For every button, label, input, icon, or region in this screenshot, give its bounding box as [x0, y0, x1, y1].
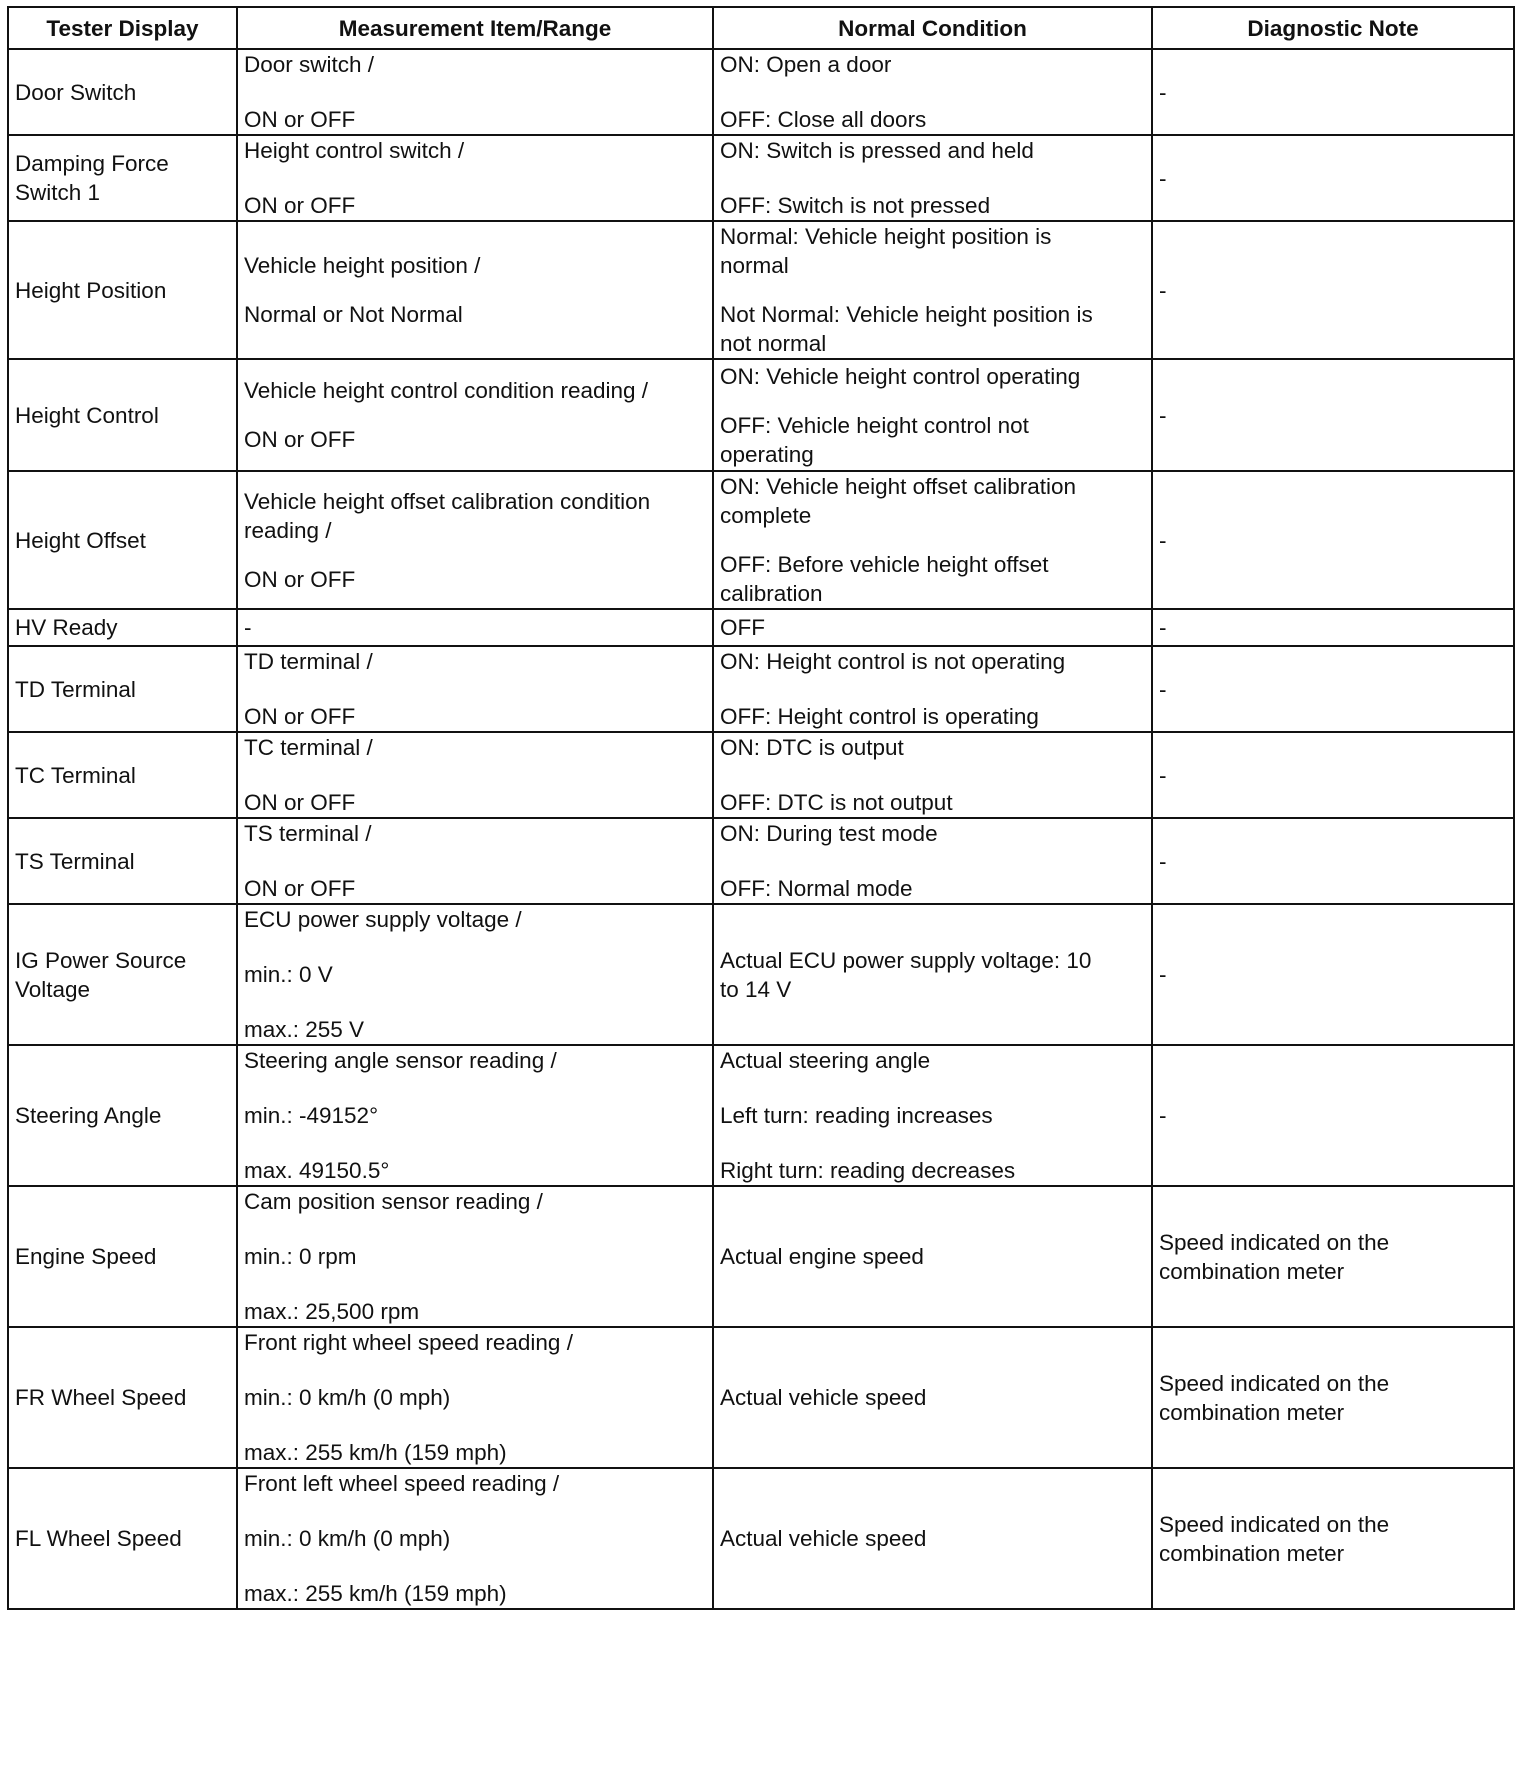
cell-text-line: ON or OFF	[244, 427, 356, 452]
table-row	[8, 732, 1514, 818]
cell-normal-condition	[713, 904, 1152, 1045]
cell-diagnostic-note	[1152, 1186, 1514, 1327]
data-list-table	[7, 6, 1515, 1610]
cell-text-line: Normal or Not Normal	[244, 302, 463, 327]
cell-diagnostic-note	[1152, 646, 1514, 732]
cell-text-line: max.: 255 km/h (159 mph)	[244, 1440, 507, 1465]
cell-text-line: -	[1159, 79, 1167, 105]
cell-text-line: ON: Switch is pressed and held	[720, 138, 1034, 163]
cell-measurement-item	[237, 221, 713, 359]
cell-text-line: Speed indicated on the	[1159, 1511, 1390, 1537]
paragraph-gap	[244, 1271, 706, 1297]
cell-text-line: ON: DTC is output	[720, 735, 904, 760]
cell-text-line: -	[1159, 962, 1167, 987]
cell-text-line: OFF: Vehicle height control not	[720, 412, 1029, 438]
cell-text-line: min.: -49152°	[244, 1103, 379, 1128]
cell-text-line: OFF: Switch is not pressed	[720, 193, 991, 218]
cell-text-line: OFF	[720, 615, 765, 640]
table-row	[8, 904, 1514, 1045]
cell-text-line: max. 49150.5°	[244, 1158, 390, 1183]
paragraph-gap	[720, 280, 1145, 300]
cell-text-line: Left turn: reading increases	[720, 1103, 993, 1128]
table-row	[8, 1327, 1514, 1468]
paragraph-gap	[720, 391, 1145, 411]
cell-measurement-item	[237, 359, 713, 471]
cell-tester-display	[8, 471, 237, 609]
paragraph-gap	[244, 934, 706, 960]
table-row	[8, 1468, 1514, 1609]
cell-text-line: ON: Vehicle height offset calibration	[720, 474, 1077, 499]
cell-normal-condition	[713, 1468, 1152, 1609]
cell-text-line: Door switch /	[244, 52, 375, 77]
cell-normal-condition	[713, 135, 1152, 221]
cell-diagnostic-note	[1152, 135, 1514, 221]
cell-text-line: Door Switch	[15, 79, 137, 105]
header-diagnostic-note: Diagnostic Note	[1152, 7, 1514, 49]
paragraph-gap	[244, 79, 706, 105]
paragraph-gap	[244, 280, 706, 300]
cell-text-line: operating	[720, 441, 814, 467]
cell-text-line: OFF: DTC is not output	[720, 790, 953, 815]
cell-text-line: max.: 25,500 rpm	[244, 1299, 420, 1324]
cell-diagnostic-note	[1152, 1327, 1514, 1468]
paragraph-gap	[244, 1130, 706, 1156]
paragraph-gap	[244, 1412, 706, 1438]
cell-text-line: ON or OFF	[244, 704, 356, 729]
cell-diagnostic-note	[1152, 49, 1514, 135]
cell-diagnostic-note	[1152, 818, 1514, 904]
cell-text-line: FL Wheel Speed	[15, 1526, 182, 1551]
cell-normal-condition	[713, 221, 1152, 359]
paragraph-gap	[244, 1075, 706, 1101]
cell-text-line: Normal: Vehicle height position is	[720, 224, 1052, 249]
cell-diagnostic-note	[1152, 609, 1514, 646]
table-row	[8, 221, 1514, 359]
cell-tester-display	[8, 818, 237, 904]
cell-diagnostic-note	[1152, 1045, 1514, 1186]
header-measurement-item: Measurement Item/Range	[237, 7, 713, 49]
cell-text-line: Height Control	[15, 402, 159, 428]
cell-text-line: Vehicle height offset calibration condition	[244, 488, 651, 514]
cell-diagnostic-note	[1152, 471, 1514, 609]
cell-measurement-item	[237, 1468, 713, 1609]
paragraph-gap	[720, 848, 1145, 874]
table-row	[8, 818, 1514, 904]
cell-text-line: -	[1159, 402, 1167, 428]
cell-text-line: OFF: Close all doors	[720, 107, 927, 132]
cell-text-line: -	[1159, 848, 1167, 874]
cell-measurement-item	[237, 1186, 713, 1327]
cell-text-line: calibration	[720, 581, 823, 606]
table-header-row	[8, 7, 1514, 49]
cell-normal-condition	[713, 1327, 1152, 1468]
table-row	[8, 1186, 1514, 1327]
header-tester-display: Tester Display	[8, 7, 237, 49]
cell-text-line: Height control switch /	[244, 138, 465, 163]
cell-text-line: max.: 255 km/h (159 mph)	[244, 1581, 507, 1606]
cell-normal-condition	[713, 646, 1152, 732]
paragraph-gap	[244, 165, 706, 191]
cell-text-line: -	[1159, 615, 1167, 640]
cell-text-line: Right turn: reading decreases	[720, 1158, 1016, 1183]
cell-text-line: Speed indicated on the	[1159, 1370, 1390, 1396]
cell-text-line: Speed indicated on the	[1159, 1229, 1390, 1255]
cell-text-line: Actual engine speed	[720, 1244, 924, 1269]
cell-text-line: ECU power supply voltage /	[244, 907, 522, 932]
cell-tester-display	[8, 1186, 237, 1327]
cell-text-line: Actual vehicle speed	[720, 1526, 927, 1551]
cell-normal-condition	[713, 609, 1152, 646]
cell-diagnostic-note	[1152, 732, 1514, 818]
table-row	[8, 359, 1514, 471]
cell-text-line: TS Terminal	[15, 848, 135, 874]
table-row	[8, 135, 1514, 221]
cell-text-line: Damping Force	[15, 151, 169, 176]
paragraph-gap	[720, 676, 1145, 702]
cell-tester-display	[8, 359, 237, 471]
cell-diagnostic-note	[1152, 904, 1514, 1045]
cell-text-line: -	[244, 615, 252, 640]
cell-text-line: ON or OFF	[244, 790, 356, 815]
paragraph-gap	[244, 545, 706, 565]
cell-measurement-item	[237, 49, 713, 135]
cell-text-line: TD terminal /	[244, 649, 373, 674]
cell-text-line: -	[1159, 527, 1167, 553]
cell-measurement-item	[237, 471, 713, 609]
table-row	[8, 609, 1514, 646]
cell-text-line: Actual steering angle	[720, 1048, 931, 1073]
cell-text-line: Actual ECU power supply voltage: 10	[720, 947, 1092, 973]
table-row	[8, 49, 1514, 135]
cell-normal-condition	[713, 471, 1152, 609]
cell-text-line: Steering angle sensor reading /	[244, 1048, 557, 1073]
cell-text-line: OFF: Normal mode	[720, 876, 913, 901]
paragraph-gap	[244, 762, 706, 788]
cell-text-line: -	[1159, 762, 1167, 788]
cell-text-line: IG Power Source	[15, 947, 187, 973]
cell-text-line: OFF: Before vehicle height offset	[720, 552, 1049, 577]
cell-measurement-item	[237, 904, 713, 1045]
cell-tester-display	[8, 1327, 237, 1468]
cell-text-line: HV Ready	[15, 615, 118, 640]
cell-tester-display	[8, 1468, 237, 1609]
paragraph-gap	[244, 1498, 706, 1524]
cell-text-line: -	[1159, 165, 1167, 191]
paragraph-gap	[720, 1075, 1145, 1101]
cell-text-line: min.: 0 km/h (0 mph)	[244, 1526, 451, 1551]
cell-text-line: TC Terminal	[15, 762, 136, 788]
cell-text-line: Not Normal: Vehicle height position is	[720, 302, 1093, 327]
cell-normal-condition	[713, 1186, 1152, 1327]
cell-normal-condition	[713, 359, 1152, 471]
paragraph-gap	[720, 1130, 1145, 1156]
cell-measurement-item	[237, 609, 713, 646]
paragraph-gap	[720, 530, 1145, 550]
cell-text-line: ON or OFF	[244, 566, 356, 592]
cell-diagnostic-note	[1152, 359, 1514, 471]
cell-text-line: Switch 1	[15, 180, 101, 205]
cell-text-line: OFF: Height control is operating	[720, 704, 1039, 729]
cell-text-line: not normal	[720, 331, 827, 356]
cell-text-line: combination meter	[1159, 1540, 1345, 1566]
header-normal-condition: Normal Condition	[713, 7, 1152, 49]
cell-text-line: Voltage	[15, 976, 91, 1002]
paragraph-gap	[244, 989, 706, 1015]
cell-text-line: ON: Open a door	[720, 52, 892, 77]
cell-measurement-item	[237, 732, 713, 818]
cell-text-line: min.: 0 V	[244, 962, 333, 987]
cell-text-line: FR Wheel Speed	[15, 1385, 187, 1410]
cell-text-line: combination meter	[1159, 1258, 1345, 1284]
cell-text-line: Height Offset	[15, 527, 146, 553]
cell-normal-condition	[713, 1045, 1152, 1186]
cell-measurement-item	[237, 646, 713, 732]
cell-text-line: TS terminal /	[244, 821, 372, 846]
paragraph-gap	[720, 762, 1145, 788]
cell-text-line: TC terminal /	[244, 735, 373, 760]
cell-text-line: -	[1159, 676, 1167, 702]
paragraph-gap	[244, 405, 706, 425]
cell-text-line: min.: 0 rpm	[244, 1244, 357, 1269]
table-body	[8, 49, 1514, 1609]
cell-text-line: Cam position sensor reading /	[244, 1189, 543, 1214]
cell-text-line: normal	[720, 253, 789, 278]
cell-text-line: max.: 255 V	[244, 1017, 365, 1042]
paragraph-gap	[720, 165, 1145, 191]
cell-text-line: combination meter	[1159, 1399, 1345, 1425]
paragraph-gap	[720, 79, 1145, 105]
cell-text-line: ON or OFF	[244, 876, 356, 901]
cell-text-line: min.: 0 km/h (0 mph)	[244, 1385, 451, 1410]
paragraph-gap	[244, 676, 706, 702]
cell-text-line: Engine Speed	[15, 1244, 157, 1269]
cell-tester-display	[8, 221, 237, 359]
paragraph-gap	[244, 1357, 706, 1383]
cell-text-line: Front left wheel speed reading /	[244, 1471, 560, 1496]
table-row	[8, 646, 1514, 732]
paragraph-gap	[244, 1216, 706, 1242]
cell-measurement-item	[237, 1045, 713, 1186]
cell-text-line: -	[1159, 277, 1167, 303]
cell-tester-display	[8, 135, 237, 221]
paragraph-gap	[244, 1553, 706, 1579]
cell-normal-condition	[713, 732, 1152, 818]
cell-text-line: ON: Vehicle height control operating	[720, 363, 1081, 389]
cell-text-line: ON: Height control is not operating	[720, 649, 1066, 674]
cell-tester-display	[8, 646, 237, 732]
cell-tester-display	[8, 732, 237, 818]
cell-text-line: Height Position	[15, 277, 167, 303]
cell-tester-display	[8, 1045, 237, 1186]
cell-text-line: complete	[720, 503, 812, 528]
cell-text-line: TD Terminal	[15, 676, 136, 702]
cell-text-line: Steering Angle	[15, 1103, 162, 1128]
cell-measurement-item	[237, 135, 713, 221]
cell-text-line: Vehicle height control condition reading /	[244, 378, 649, 403]
cell-normal-condition	[713, 49, 1152, 135]
cell-tester-display	[8, 49, 237, 135]
cell-diagnostic-note	[1152, 1468, 1514, 1609]
cell-text-line: Vehicle height position /	[244, 253, 481, 278]
cell-text-line: -	[1159, 1103, 1167, 1128]
cell-measurement-item	[237, 1327, 713, 1468]
cell-text-line: ON: During test mode	[720, 821, 938, 846]
cell-measurement-item	[237, 818, 713, 904]
cell-text-line: Actual vehicle speed	[720, 1385, 927, 1410]
cell-text-line: ON or OFF	[244, 193, 356, 218]
cell-text-line: Front right wheel speed reading /	[244, 1330, 573, 1355]
cell-normal-condition	[713, 818, 1152, 904]
cell-tester-display	[8, 904, 237, 1045]
cell-diagnostic-note	[1152, 221, 1514, 359]
cell-tester-display	[8, 609, 237, 646]
table-row	[8, 471, 1514, 609]
cell-text-line: ON or OFF	[244, 107, 356, 132]
cell-text-line: reading /	[244, 517, 332, 543]
paragraph-gap	[244, 848, 706, 874]
table-row	[8, 1045, 1514, 1186]
cell-text-line: to 14 V	[720, 976, 792, 1002]
